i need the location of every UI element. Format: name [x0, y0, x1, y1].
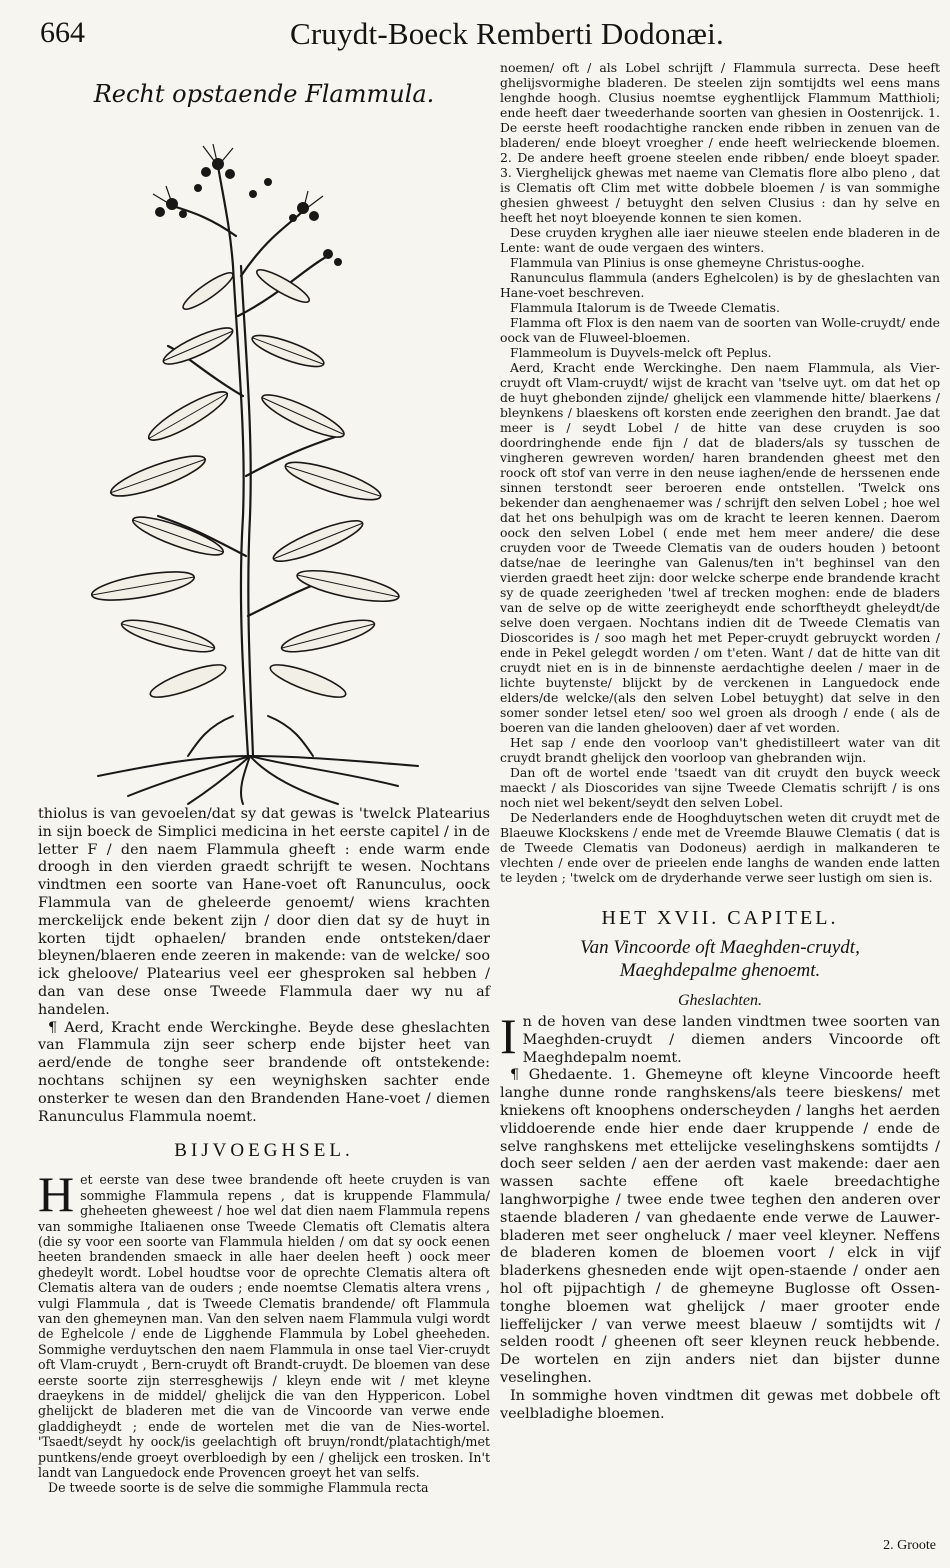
left-paragraph-1: thiolus is van gevoelen/dat sy dat gewas is 'twelck Platearius in sijn boeck de Simplici medicina in het eerste capitel / in de letter F / den naem Flammula gheeft : ende warm ende droogh in den vierden graedt schrijft te wesen. Nochtans vindtmen een soorte van Hane-voet oft Ranunculus, oock Flammula van de gheleerde genoemt/ wiens krachten merckelijck ende bekent zijn / door dien dat sy de huyt in korten tijdt ophaelen/ branden ende ontsteken/daer bleynen/blaeren ende zeeren in makende: van de welcke/ soo ick gheloove/ Platearius veel eer ghesproken sal hebben / dan van dese onse Tweede Flammula daer wy nu af handelen.	[38, 806, 490, 1018]
right-paragraph-1: noemen/ oft / als Lobel schrijft / Flammula surrecta. Dese heeft ghelijsvormighe bladeren. De steelen zijn somtijdts wel eens mans lenghde hoogh. Clusius noemtse eyghentlijck Flammum Matthioli; ende heeft daer tweederhande soorten van ghesien in Oostenrijck. 1. De eerste heeft roodachtighe rancken ende ribben in zenuen van de bladeren/ ende bloeyt vroegher / ende heeft welrieckende bloemen. 2. De andere heeft groene steelen ende ribben/ ende bloeyt spader. 3. Vierghelijck ghewas met naeme van Clematis flore albo pleno , dat is Clematis oft Clim met witte dobbele bloemen / is van sommighe ghesien ghweest / betuyght den selven Clusius : dan hy selve en heeft het noyt bloeyende konnen te sien komen.	[500, 60, 940, 225]
chapter-heading: HET XVII. CAPITEL.	[601, 907, 839, 929]
bijvoeghsel-paragraph	[38, 1166, 490, 1481]
right-paragraph-3: Flammula van Plinius is onse ghemeyne Christus-ooghe.	[510, 255, 865, 270]
page-header	[40, 12, 920, 62]
right-paragraph-5: Flammula Italorum is de Tweede Clematis.	[510, 300, 780, 315]
plant-woodcut-svg	[38, 116, 490, 806]
plant-woodcut-illustration	[38, 116, 490, 806]
chapter-title	[500, 936, 940, 982]
right-paragraph-14: In sommighe hoven vindtmen dit gewas met dobbele oft veelbladighe bloemen.	[500, 1387, 940, 1422]
right-paragraph-12	[500, 1008, 940, 1067]
drop-cap-h: H	[38, 1166, 75, 1223]
gheslachten-heading: Gheslachten.	[678, 992, 762, 1009]
figure-caption: Recht opstaende Flammula.	[93, 80, 435, 108]
left-last-line: De tweede soorte is de selve die sommighe Flammula recta	[48, 1480, 429, 1496]
right-paragraph-6: Flamma oft Flox is den naem van de soorten van Wolle-cruydt/ ende oock van de Fluweel-bloemen.	[500, 315, 940, 345]
running-head: Cruydt-Boeck Remberti Dodonæi.	[290, 16, 724, 51]
right-paragraph-8: Aerd, Kracht ende Werckinghe. Den naem Flammula, als Vier-cruydt oft Vlam-cruydt/ wijst de kracht van 'tselve uyt. om dat het op de huyt ghebonden zijnde/ ghelijck een vlammende hitte/ blaerkens / bleynkens / blaeskens oft korsten ende zeerighen den brandt. Jae dat meer is / seydt Lobel / de hitte van dese cruyden is soo doordringhende ende fijn / dat de bladers/als sy tusschen de vingheren gewreven worden/ haren brandenden gheest met den roock oft stof van verre in den neuse iaghen/ende de herssenen ende sinnen terstondt seer beroeren ende ontstellen. 'Twelck ons bekender dan aenghenaemer was / schrijft den selven Lobel ; hoe wel dat het ons behulpigh was om de kracht te leeren kennen. Daerom oock den selven Lobel ( ende met hem meer andere/ die dese cruyden voor de Tweede Clematis van de ouders houden ) betoont datse/nae de leeringhe van Galenus/ten in't beghinsel van den vierden graedt heet zijn: door welcke scherpe ende brandende kracht sy de quade zeerigheden 'twel af trecken moghen: ende de bladers van de selve op de witte zeerigheydt ende schorftheydt gheleydt/de selve doen vergaen. Nochtans indien dit de Tweede Clematis van Dioscorides is / soo magh het met Peper-cruydt gebruyckt worden / ende in Pekel gelegdt worden / om t'eten. Want / dat de hitte van dit cruydt niet en is in de binnenste aerdachtighe deelen / maer in de lichte buytenste/ blijckt by de verckenen in Languedock ende elders/de welcke/(als den selven Lobel betuyght) dat selve in den somer sonder letsel eten/ soo wel groen als droogh / ende ( als de boeren van die landen ghelooven) daer af vet worden.	[500, 360, 940, 735]
chapter-title-line-2: Maeghdepalme ghenoemt.	[619, 960, 821, 981]
right-paragraph-10: Dan oft de wortel ende 'tsaedt van dit cruydt den buyck weeck maeckt / als Dioscorides van sijne Tweede Clematis schrijft / is ons noch niet wel bekent/seydt den selven Lobel.	[500, 765, 940, 810]
right-paragraph-4: Ranunculus flammula (anders Eghelcolen) is by de gheslachten van Hane-voet beschreven.	[500, 270, 940, 300]
right-column	[500, 60, 940, 1560]
bijvoeghsel-text: et eerste van dese twee brandende oft heete cruyden is van sommighe Flammula repens , dat is kruppende Flammula/ gheheeten gheweest / hoe wel dat dien naem Flammula repens van sommighe Italiaenen onse Tweede Clematis oft Clematis altera (die sy voor een soorte van Flammula hielden / om dat sy oock eenen heeten brandenden smaeck in alle haer deelen heeft ) oock meer ghedeylt wordt. Lobel houdtse voor de oprechte Clematis altera oft Clematis altera van de ouders ; ende noemtse Clematis altera vrens , vulgi Flammula , dat is Tweede Clematis brandende/ oft Flammula van den ghemeynen man. Van den selven naem Flammula vulgi wordt de Eghelcole / ende de Ligghende Flammula by Lobel gheeheden. Sommighe verduytschen den naem Flammula in onse tael Vier-cruydt oft Vlam-cruydt , Bern-cruydt oft Brandt-cruydt. De bloemen van dese eerste soorte zijn sterresghewijs / kleyn ende wit / met kleyne draeykens in de middel/ ghelijck die van den Hyppericon. Lobel ghelijckt de bladeren met die van de Vincoorde van verwe ende gladdigheydt ; ende de wortelen met die van de Nies-wortel. 'Tsaedt/seydt hy oock/is geelachtigh oft bruyn/rondt/platachtigh/met puntkens/ende groeyt overbloedigh by een / ghelijck een trosken. In't landt van Languedock ende Provencen groeyt het van selfs.	[38, 1172, 490, 1481]
drop-cap-i: I	[500, 1008, 517, 1064]
left-column	[38, 72, 490, 1562]
right-paragraph-2: Dese cruyden kryghen alle iaer nieuwe steelen ende bladeren in de Lente: want de oude vergaen des winters.	[500, 225, 940, 255]
right-paragraph-9: Het sap / ende den voorloop van't ghedistilleert water van dit cruydt brandt ghelijck den voorloop van ghebranden wijn.	[500, 735, 940, 765]
right-paragraph-12-text: n de hoven van dese landen vindtmen twee soorten van Maeghden-cruydt / diemen anders Vincoorde oft Maeghdepalm noemt.	[522, 1014, 940, 1066]
right-paragraph-11: De Nederlanders ende de Hooghduytschen weten dit cruydt met de Blaeuwe Klockskens / ende met de Vreemde Blauwe Clematis ( dat is de Tweede Clematis van Dodoneus) aerdigh in malkanderen te vlechten / ende over de prieelen ende langhs de wanden ende latten te leyden ; 'twelck om de dryderhande verwe seer lustigh om sien is.	[500, 810, 940, 885]
left-paragraph-2: ¶ Aerd, Kracht ende Werckinghe. Beyde dese gheslachten van Flammula zijn seer scherp ende bijster heet van aerd/ende de tonghe seer brandende oft ontstekende: nochtans schijnen sy een weynighsken sachter ende onsterker te wesen dan den Brandenden Hane-voet / diemen Ranunculus Flammula noemt.	[38, 1019, 490, 1125]
chapter-title-line-1: Van Vincoorde oft Maeghden-cruydt,	[580, 937, 860, 958]
bijvoeghsel-heading: BIJVOEGHSEL.	[174, 1140, 354, 1162]
right-paragraph-13: ¶ Ghedaente. 1. Ghemeyne oft kleyne Vincoorde heeft langhe dunne ronde ranghskens/als teere bieskens/ met kniekens oft knoophens onderscheyden / langhs het aerden vliddoerende ende hier ende daer kruppende / ende de selve ranghskens met ettelijcke veselinghskens somtijdts / doch seer selden / aen der aerden vast makende: daer aen wassen sachte effene oft kaele breedachtighe langhworpighe / twee ende twee teghen den anderen over staende bladeren / van ghedaente ende verwe de Lauwer-bladeren met seer ongheluck / maer veel kleyner. Neffens de bladeren komen de bloemen voort / elck in vijf bladerkens ghesneden ende wijt open-staende / onder aen hol oft pijpachtigh / de ghemeyne Buglosse oft Ossen-tonghe bloemen wat ghelijck / maer grooter ende lieffelijcker / van verwe meest blaeuw / somtijdts wit / selden roodt / gheenen oft seer kleynen reuck hebbende. De wortelen en zijn anders niet dan bijster dunne veselinghen.	[500, 1067, 940, 1386]
page-number: 664	[40, 16, 85, 49]
right-paragraph-7: Flammeolum is Duyvels-melck oft Peplus.	[510, 345, 772, 360]
catchword: 2. Groote	[883, 1538, 936, 1553]
